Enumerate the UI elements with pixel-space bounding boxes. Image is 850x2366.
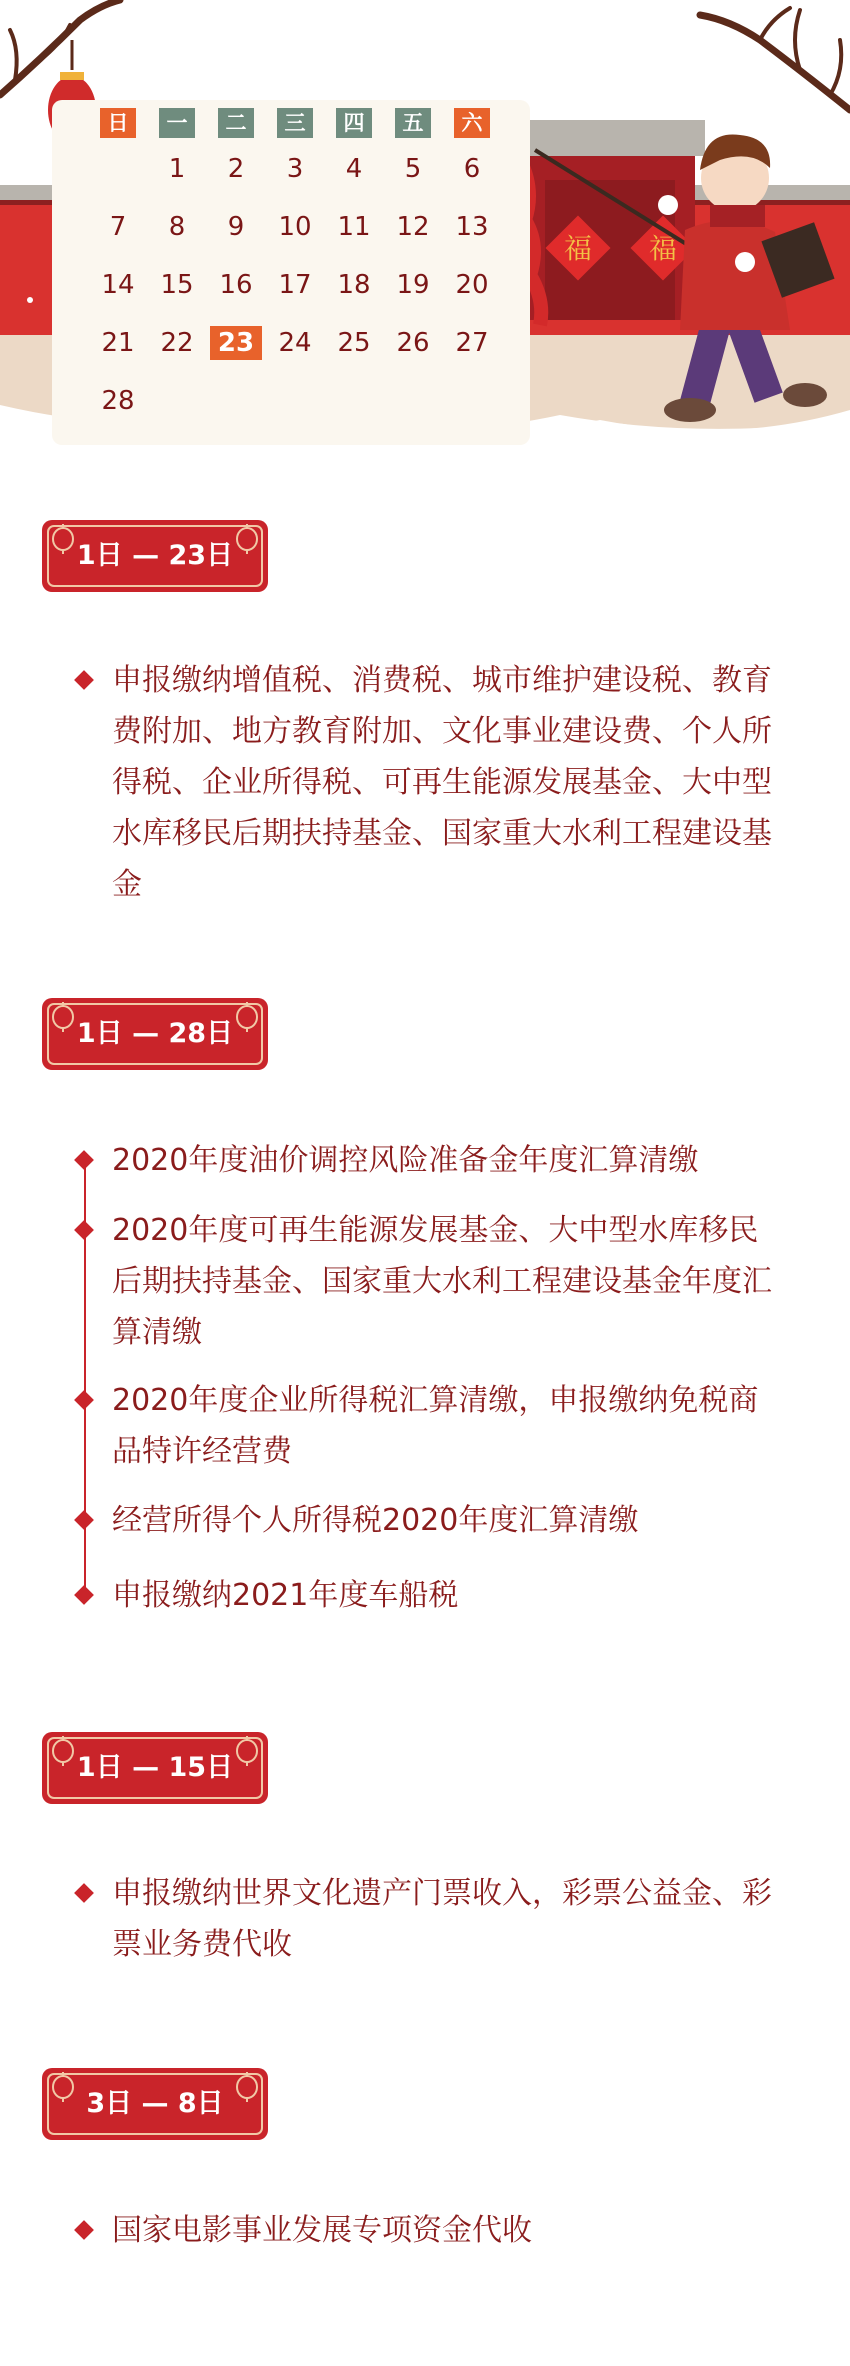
date-range-label: 1日 — 28日 — [76, 1018, 234, 1049]
deadline-item: 申报缴纳世界文化遗产门票收入，彩票公益金、彩票业务费代收 — [112, 1876, 772, 1962]
header-illustration — [0, 0, 850, 460]
calendar — [52, 100, 530, 445]
deadline-item: 2020年度可再生能源发展基金、大中型水库移民后期扶持基金、国家重大水利工程建设基金年度汇算清缴 — [112, 1213, 772, 1350]
calendar-day: 6 — [463, 154, 481, 184]
calendar-day: 13 — [455, 212, 489, 242]
deadline-item: 申报缴纳2021年度车船税 — [112, 1578, 459, 1613]
deadline-item: 2020年度油价调控风险准备金年度汇算清缴 — [112, 1143, 699, 1178]
calendar-day: 15 — [160, 270, 194, 300]
deadline-item: 国家电影事业发展专项资金代收 — [112, 2213, 532, 2248]
date-range-badge — [42, 520, 268, 592]
calendar-day: 28 — [101, 386, 135, 416]
calendar-day: 7 — [109, 212, 127, 242]
diamond-bullet-icon — [74, 670, 94, 690]
svg-text:福: 福 — [563, 232, 593, 265]
diamond-bullet-icon — [74, 1150, 94, 1170]
calendar-weekday-row — [52, 108, 530, 142]
calendar-day: 20 — [455, 270, 489, 300]
calendar-day: 27 — [455, 328, 489, 358]
calendar-day: 22 — [160, 328, 194, 358]
calendar-day: 14 — [101, 270, 135, 300]
deadline-item: 经营所得个人所得税2020年度汇算清缴 — [112, 1503, 639, 1538]
calendar-weekday: 一 — [159, 108, 195, 138]
calendar-weekday: 六 — [454, 108, 490, 138]
diamond-bullet-icon — [74, 1220, 94, 1240]
calendar-day: 1 — [168, 154, 186, 184]
svg-text:福: 福 — [648, 232, 678, 265]
calendar-day: 16 — [219, 270, 253, 300]
calendar-weekday: 五 — [395, 108, 431, 138]
diamond-bullet-icon — [74, 1585, 94, 1605]
calendar-day: 11 — [337, 212, 371, 242]
calendar-day: 2 — [227, 154, 245, 184]
calendar-day: 24 — [278, 328, 312, 358]
diamond-bullet-icon — [74, 2220, 94, 2240]
deadline-item: 2020年度企业所得税汇算清缴，申报缴纳免税商品特许经营费 — [112, 1383, 759, 1469]
calendar-day: 25 — [337, 328, 371, 358]
calendar-day: 10 — [278, 212, 312, 242]
date-range-badge — [42, 2068, 268, 2140]
date-range-badge — [42, 1732, 268, 1804]
calendar-weekday: 二 — [218, 108, 254, 138]
calendar-day: 9 — [227, 212, 245, 242]
deadline-item: 申报缴纳增值税、消费税、城市维护建设税、教育费附加、地方教育附加、文化事业建设费、个人所得税、企业所得税、可再生能源发展基金、大中型水库移民后期扶持基金、国家重大水利工程建设基金 — [112, 663, 772, 902]
calendar-day: 4 — [345, 154, 363, 184]
calendar-day: 19 — [396, 270, 430, 300]
calendar-day: 5 — [404, 154, 422, 184]
calendar-day: 21 — [101, 328, 135, 358]
diamond-bullet-icon — [74, 1390, 94, 1410]
calendar-day: 18 — [337, 270, 371, 300]
calendar-weekday: 日 — [100, 108, 136, 138]
date-range-label: 3日 — 8日 — [86, 2088, 224, 2119]
diamond-bullet-icon — [74, 1510, 94, 1530]
calendar-weekday: 四 — [336, 108, 372, 138]
diamond-bullet-icon — [74, 1883, 94, 1903]
calendar-day-today: 23 — [210, 326, 262, 360]
calendar-day: 3 — [286, 154, 304, 184]
calendar-day: 8 — [168, 212, 186, 242]
calendar-day: 17 — [278, 270, 312, 300]
date-range-badge — [42, 998, 268, 1070]
date-range-label: 1日 — 23日 — [76, 540, 234, 571]
calendar-weekday: 三 — [277, 108, 313, 138]
calendar-day: 12 — [396, 212, 430, 242]
calendar-day: 26 — [396, 328, 430, 358]
date-range-label: 1日 — 15日 — [76, 1752, 234, 1783]
tree-branch-icon — [0, 0, 850, 110]
